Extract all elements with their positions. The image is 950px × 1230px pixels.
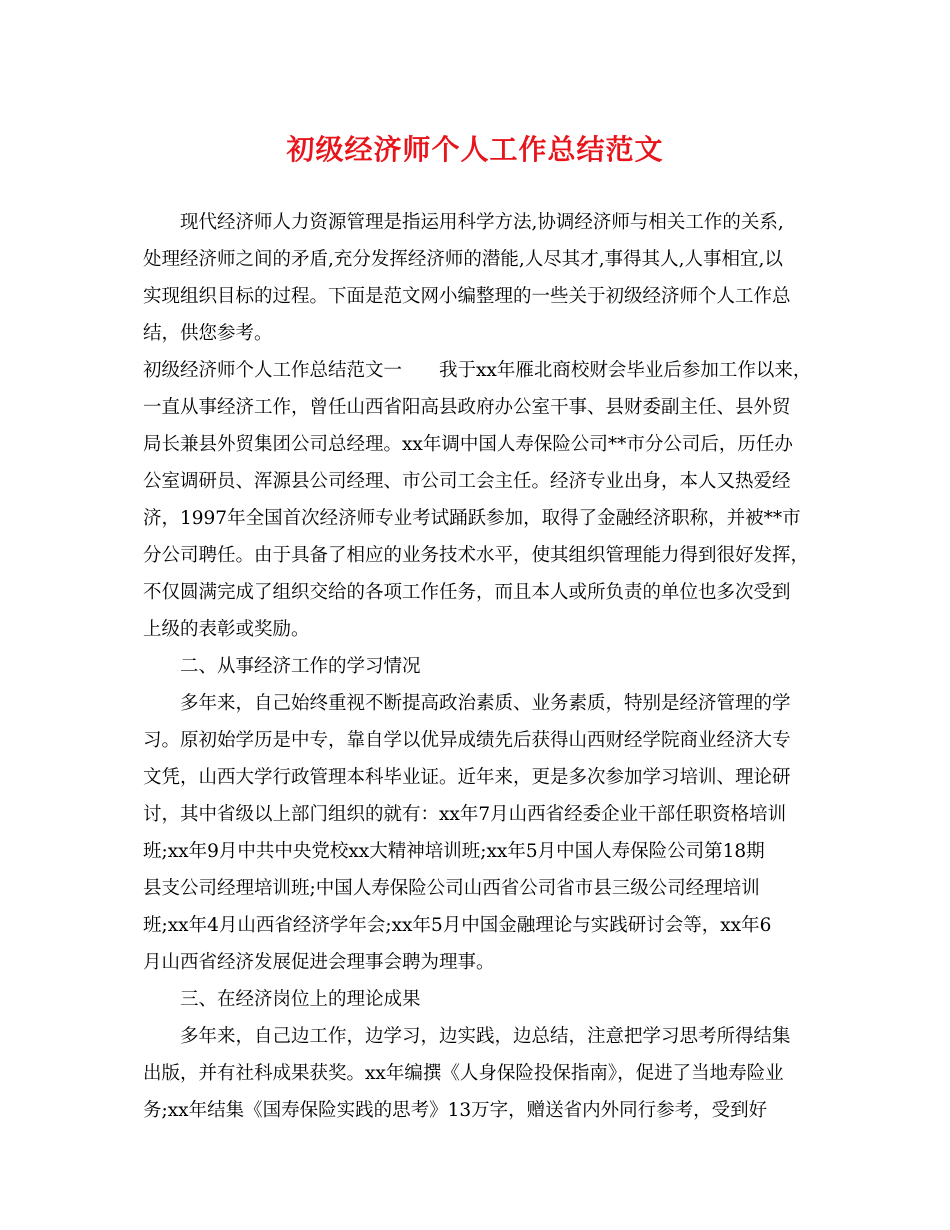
document-body <box>143 204 823 1129</box>
text-line: 分公司聘任。由于具备了相应的业务技术水平，使其组织管理能力得到很好发挥， <box>143 545 810 566</box>
text-line: 公室调研员、浑源县公司经理、市公司工会主任。经济专业出身，本人又热爱经 <box>143 471 791 492</box>
text-line: 上级的表彰或奖励。 <box>143 619 310 640</box>
text-line: 县支公司经理培训班;中国人寿保险公司山西省公司省市县三级公司经理培训 <box>143 878 760 899</box>
text-line: 班;xx年9月中共中央党校xx大精神培训班;xx年5月中国人寿保险公司第18期 <box>143 841 765 862</box>
text-line: 实现组织目标的过程。下面是范文网小编整理的一些关于初级经济师个人工作总 <box>143 286 791 307</box>
text-line: 班;xx年4月山西省经济学年会;xx年5月中国金融理论与实践研讨会等，xx年6 <box>143 915 772 936</box>
text-line: 局长兼县外贸集团公司总经理。xx年调中国人寿保险公司**市分公司后，历任办 <box>143 434 793 455</box>
text-line: 多年来，自己始终重视不断提高政治素质、业务素质，特别是经济管理的学 <box>143 693 791 714</box>
section-heading: 二、从事经济工作的学习情况 <box>143 656 421 677</box>
text-line: 出版，并有社科成果获奖。xx年编撰《人身保险投保指南》，促进了当地寿险业 <box>143 1063 784 1084</box>
text-line: 务;xx年结集《国寿保险实践的思考》13万字，赠送省内外同行参考，受到好 <box>143 1100 768 1121</box>
text-line: 讨，其中省级以上部门组织的就有：xx年7月山西省经委企业干部任职资格培训 <box>143 804 787 825</box>
text-line: 文凭，山西大学行政管理本科毕业证。近年来，更是多次参加学习培训、理论研 <box>143 767 791 788</box>
text-line: 多年来，自己边工作，边学习，边实践，边总结，注意把学习思考所得结集 <box>143 1026 791 1047</box>
text-line: 习。原初始学历是中专，靠自学以优异成绩先后获得山西财经学院商业经济大专 <box>143 730 791 751</box>
text-line: 现代经济师人力资源管理是指运用科学方法,协调经济师与相关工作的关系, <box>143 212 784 233</box>
text-line: 不仅圆满完成了组织交给的各项工作任务，而且本人或所负责的单位也多次受到 <box>143 582 791 603</box>
section-heading: 三、在经济岗位上的理论成果 <box>143 989 421 1010</box>
text-line: 结，供您参考。 <box>143 323 273 344</box>
text-line: 济，1997年全国首次经济师专业考试踊跃参加，取得了金融经济职称，并被**市 <box>143 508 801 529</box>
text-line: 初级经济师个人工作总结范文一 我于xx年雁北商校财会毕业后参加工作以来， <box>143 360 812 381</box>
text-line: 月山西省经济发展促进会理事会聘为理事。 <box>143 952 495 973</box>
text-line: 一直从事经济工作，曾任山西省阳高县政府办公室干事、县财委副主任、县外贸 <box>143 397 791 418</box>
document-title: 初级经济师个人工作总结范文 <box>286 133 664 166</box>
text-line: 处理经济师之间的矛盾,充分发挥经济师的潜能,人尽其才,事得其人,人事相宜,以 <box>143 249 783 270</box>
